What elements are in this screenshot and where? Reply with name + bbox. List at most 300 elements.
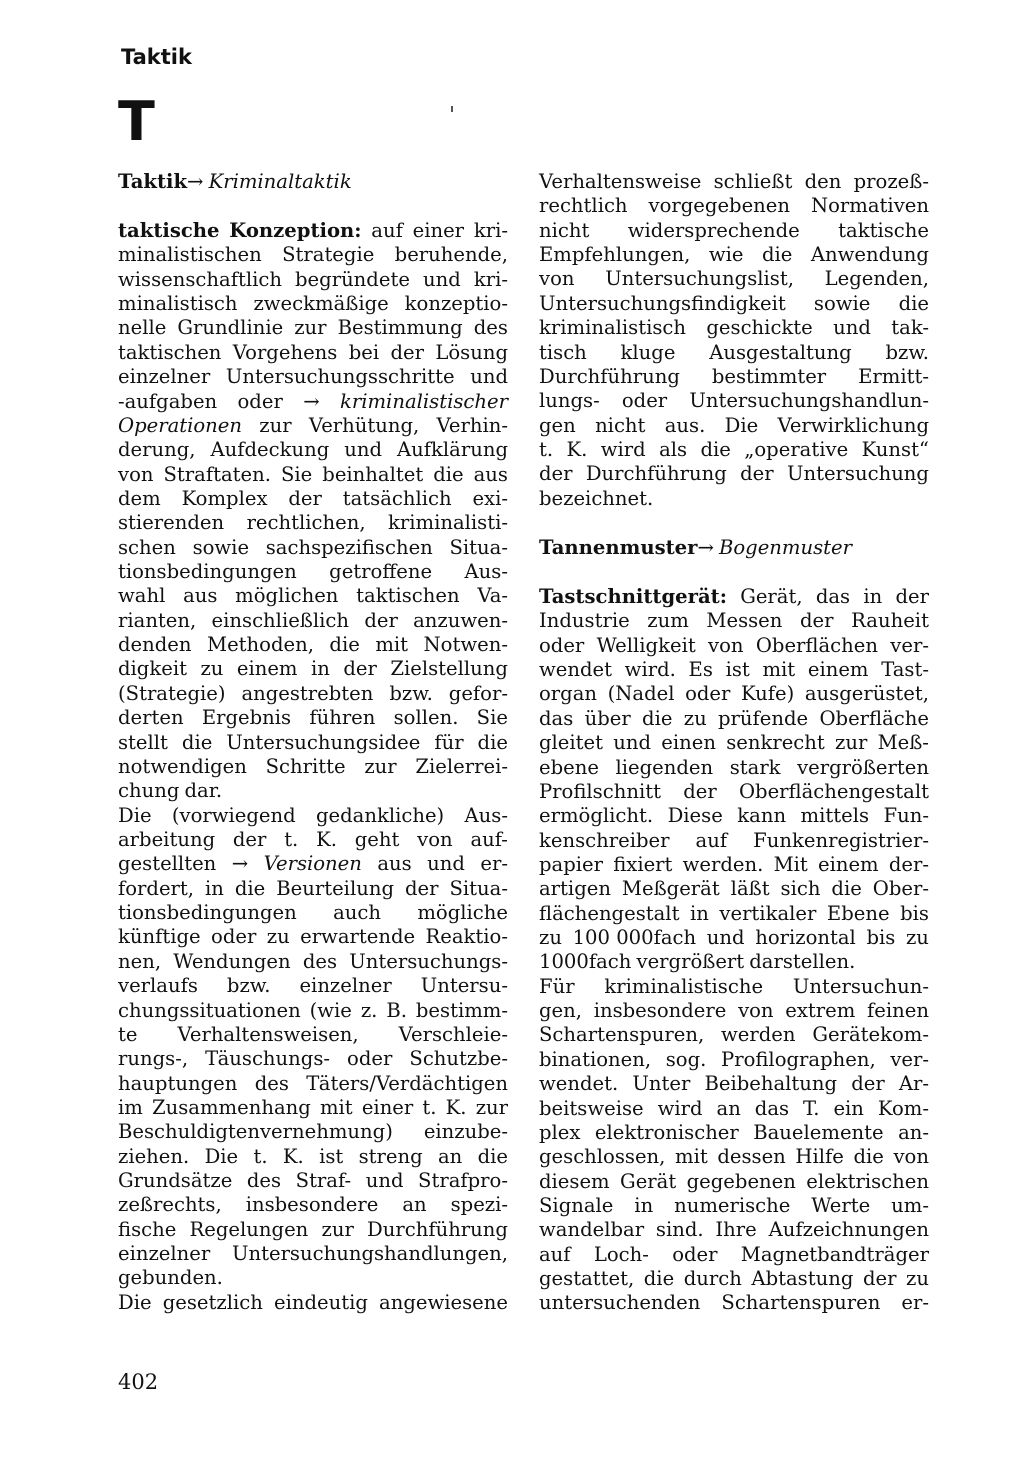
word: binationen, (539, 1047, 652, 1071)
word: t. (539, 437, 554, 461)
word: Normativen (810, 194, 929, 218)
word: wird (600, 437, 646, 461)
text-line (539, 1048, 929, 1072)
text-line (118, 170, 508, 194)
word: zur (364, 754, 397, 778)
text-line (539, 634, 929, 658)
word: (Nadel (607, 682, 675, 706)
word: wahl (118, 584, 166, 608)
word: zu (906, 1267, 929, 1291)
word: 1000fach (539, 950, 632, 974)
word: Wendungen (173, 949, 291, 973)
word: ziehen. (118, 1144, 190, 1168)
word: einem (817, 852, 879, 876)
word: stellt (118, 730, 168, 754)
word: Rauheit (851, 609, 929, 633)
word: rianten, (118, 608, 197, 632)
word: Untersuchungs- (349, 949, 508, 973)
text-line (539, 1121, 929, 1145)
word: auf- (470, 828, 508, 851)
word: angestrebten (241, 681, 374, 705)
cross-reference: Bogenmuster (718, 536, 853, 559)
word: Verhaltensweise (539, 170, 702, 193)
word: Komplex (181, 486, 268, 510)
word: Ausgestaltung (709, 340, 852, 364)
word: kri- (473, 219, 508, 242)
text-line (118, 731, 508, 755)
word: chungssituationen (118, 998, 301, 1022)
text-line (539, 585, 929, 609)
entry-headword: Konzeption: (229, 219, 362, 242)
text-line (118, 463, 508, 487)
word: Kom- (877, 1096, 929, 1120)
word: Ar- (898, 1072, 929, 1096)
word: notwendigen (118, 754, 247, 778)
text-line (118, 901, 508, 925)
word: des (246, 1169, 282, 1193)
word: von (118, 462, 154, 486)
word: T. (803, 1096, 820, 1120)
text-line (118, 1096, 508, 1120)
word: auf (695, 828, 728, 852)
word: und (613, 731, 652, 755)
word: -aufgaben (118, 389, 218, 413)
word: erwartende (300, 925, 416, 949)
word: des (473, 316, 508, 340)
text-line (539, 1243, 929, 1267)
word: papier (539, 852, 603, 876)
word: einem (236, 657, 298, 681)
word: Strafpro- (418, 1169, 508, 1193)
word: ver- (890, 1047, 929, 1071)
text-line (539, 389, 929, 413)
word: in (634, 1194, 654, 1217)
word: z. (360, 998, 378, 1022)
word: geht (354, 828, 400, 851)
word: sich (780, 877, 821, 901)
word: Schritte (265, 754, 346, 778)
word: ist (319, 1144, 344, 1168)
word: minalistischen (118, 243, 262, 267)
word: in (205, 876, 224, 900)
word: einen (661, 731, 716, 755)
word: nicht (595, 413, 646, 437)
word: arbeitung (118, 828, 216, 851)
word: zu (683, 706, 707, 730)
word: der (740, 462, 774, 486)
word: er- (901, 1291, 929, 1315)
word: aus (473, 462, 508, 486)
scan-speck (451, 106, 453, 112)
word: von (738, 999, 774, 1023)
text-line (118, 1242, 508, 1266)
word: Ebene (826, 901, 890, 925)
word: sowie (192, 535, 250, 559)
word: Die (118, 803, 152, 827)
word: Industrie (539, 609, 630, 633)
word: der (799, 609, 834, 633)
word: fordert, (118, 876, 195, 900)
word: geschickte (706, 316, 813, 340)
word: der (288, 486, 322, 510)
word: der (539, 462, 573, 486)
text-line (118, 633, 508, 657)
word: Kunst“ (861, 437, 929, 461)
word: zur (294, 316, 327, 340)
word: der (343, 657, 377, 681)
word: sind. (655, 1218, 704, 1242)
word: Aufdeckung (210, 438, 330, 462)
text-line (118, 950, 508, 974)
text-line (539, 1194, 929, 1218)
word: rungs-, (118, 1047, 189, 1071)
text-line (539, 731, 929, 755)
word: → (231, 852, 249, 876)
word: → (303, 389, 320, 413)
word: einschließlich (211, 608, 350, 632)
text-line (539, 780, 929, 804)
word: „operative (744, 437, 849, 461)
word: gesetzlich (162, 1290, 263, 1314)
word: und (427, 852, 465, 876)
word: B. (386, 998, 407, 1022)
text-line (539, 1267, 929, 1291)
text-line (539, 682, 929, 706)
word: mögliche (417, 901, 508, 925)
word: Gerät (620, 1169, 677, 1193)
word: (vorwiegend (171, 803, 296, 827)
text-line (539, 316, 929, 340)
text-line (539, 707, 929, 731)
word: gen (539, 413, 576, 437)
word: getroffene (329, 560, 433, 584)
word: zur (321, 1217, 354, 1241)
word: insbesondere (245, 1193, 379, 1217)
entry-headword: Tannenmuster (539, 536, 698, 559)
word: Verhütung, (308, 413, 420, 437)
word: dessen (717, 1145, 786, 1169)
word: Untersuchungsidee (226, 730, 421, 754)
word: oder (347, 1047, 393, 1071)
word: gegebenen (686, 1169, 796, 1193)
word: Durchführung (367, 1217, 508, 1241)
word: auf (539, 1242, 571, 1266)
word: ebene (539, 755, 599, 779)
word: Ermitt- (858, 364, 929, 388)
word: gefor- (448, 681, 508, 705)
word: wie (708, 243, 744, 267)
word: bis (900, 901, 929, 925)
word: flächengestalt (539, 901, 680, 925)
text-line (539, 1072, 929, 1096)
word: und (344, 438, 383, 462)
word: zu (266, 925, 290, 949)
word: Situa- (449, 876, 508, 900)
word: Funkenregistrier- (753, 828, 929, 852)
text-line (118, 390, 508, 414)
word: Ihre (715, 1218, 757, 1242)
word: tionsbedingungen (118, 901, 297, 925)
text-line (539, 487, 929, 511)
word: das (539, 706, 574, 730)
word: läßt (730, 877, 770, 901)
word: von (893, 1145, 929, 1169)
word: Gerät, (740, 585, 803, 608)
word: beruhende, (394, 243, 508, 267)
word: Sie (280, 462, 313, 486)
text-line (539, 658, 929, 682)
word: die (762, 243, 793, 267)
word: K. (282, 1144, 304, 1168)
word: Magnetbandträger (740, 1242, 929, 1266)
text-line (118, 268, 508, 292)
word: streng (358, 1144, 423, 1168)
word: das (754, 1096, 790, 1120)
text-line (118, 1072, 508, 1096)
word: sog. (665, 1047, 707, 1071)
entry-headword: Tastschnittgerät: (539, 585, 727, 608)
word: wendet. (539, 1072, 619, 1096)
word: wird (657, 1096, 703, 1120)
word: an (716, 1096, 741, 1120)
word: stark (729, 755, 781, 779)
word: derten (118, 706, 184, 730)
word: Schartenspuren, (539, 1023, 705, 1047)
word: stierenden (118, 511, 225, 535)
word: oder (621, 389, 668, 413)
word: oder (685, 682, 731, 706)
text-line (118, 1218, 508, 1242)
word: ermöglicht. (539, 804, 654, 828)
word: die (477, 730, 508, 754)
word: schen (118, 535, 176, 559)
word: als (659, 437, 688, 461)
word: Verschleie- (398, 1022, 508, 1046)
word: exi- (472, 486, 508, 510)
word: Ober- (872, 877, 929, 901)
word: tak- (891, 316, 929, 340)
word: gen, (539, 999, 582, 1023)
word: bei (348, 340, 380, 364)
word: bis (866, 926, 896, 950)
word: diesem (539, 1169, 610, 1193)
text-line (118, 584, 508, 608)
word: oder (211, 925, 257, 949)
text-line (118, 657, 508, 681)
text-line (118, 243, 508, 267)
word: Aufklärung (397, 438, 508, 462)
word: Straftaten. (163, 462, 271, 486)
word: nicht (539, 218, 590, 242)
text-line (118, 1023, 508, 1047)
word: Aus- (464, 560, 508, 584)
word: Tast- (881, 658, 929, 682)
text-line (539, 341, 929, 365)
word: Untersuchun- (792, 974, 929, 998)
word: dar. (184, 779, 223, 803)
entry-headword: taktische (118, 219, 220, 242)
word: Untersuchung (786, 462, 929, 486)
word: Zielstellung (390, 657, 508, 681)
word: Beschuldigtenvernehmung) (118, 1120, 393, 1144)
word: organ (539, 682, 598, 706)
word: Anwendung (810, 243, 929, 267)
word: zur (259, 413, 292, 437)
word: senkrecht (726, 731, 825, 755)
word: horizontal (755, 926, 856, 950)
word: Aufzeichnungen (768, 1218, 929, 1242)
word: gestellten (118, 852, 217, 876)
word: das (815, 585, 851, 608)
word: Die (724, 413, 759, 437)
word: die (433, 462, 464, 486)
text-line (118, 316, 508, 340)
text-line (539, 1170, 929, 1194)
word: taktische (838, 218, 929, 242)
text-line (118, 1266, 508, 1290)
word: kriminalistische (604, 974, 764, 998)
word: an- (898, 1120, 929, 1144)
word: der (390, 340, 424, 364)
word: Werte (811, 1194, 871, 1217)
word: bestimmter (711, 364, 827, 388)
word: te (118, 1022, 138, 1046)
word: dem (118, 486, 161, 510)
word: Ergebnis (201, 706, 292, 730)
word: 100 000fach (572, 926, 697, 950)
word: vergrößert (636, 950, 745, 974)
word: Signale (539, 1194, 614, 1217)
text-line (118, 1193, 508, 1217)
text-line (539, 194, 929, 218)
word: kri- (473, 267, 508, 291)
word: den (804, 170, 842, 193)
text-line (118, 682, 508, 706)
word: die (700, 437, 731, 461)
word: die (853, 1145, 884, 1169)
text-line (539, 414, 929, 438)
word: Untersuchungshandlungen, (231, 1242, 508, 1266)
text-line (539, 1097, 929, 1121)
word: und (422, 267, 461, 291)
cross-reference: Versionen (263, 852, 362, 876)
word: zu (200, 657, 224, 681)
word: untersuchenden (539, 1291, 701, 1315)
word: Es (688, 658, 713, 682)
word: bezeichnet. (539, 486, 654, 510)
word: aus. (664, 413, 706, 437)
text-line (539, 1023, 929, 1047)
text-line (118, 1145, 508, 1169)
word: Unter (632, 1072, 691, 1096)
text-line (539, 438, 929, 462)
word: Verhaltensweisen, (177, 1022, 359, 1046)
text-line (539, 1291, 929, 1315)
text-line (539, 243, 929, 267)
word: für (434, 730, 464, 754)
text-line (118, 536, 508, 560)
word: kriminalistisch (539, 316, 687, 340)
word: einzube- (423, 1120, 508, 1144)
word: zum (647, 609, 689, 633)
word: der (862, 1267, 897, 1291)
word: Empfehlungen, (539, 243, 691, 267)
word: nen, (118, 949, 162, 973)
word: digkeit (118, 657, 187, 681)
word: Zielerrei- (415, 754, 508, 778)
word: Oberflächen (755, 633, 878, 657)
word: Schutzbe- (409, 1047, 508, 1071)
word: Täters/Verdächtigen (306, 1071, 508, 1095)
word: Vorgehens (232, 340, 338, 364)
cross-reference: Kriminaltaktik (208, 170, 352, 193)
word: Messen (706, 609, 783, 633)
text-line (539, 1218, 929, 1242)
word: prozeß- (853, 170, 929, 193)
word: des (302, 949, 338, 973)
word: Kufe) (740, 682, 795, 706)
word: Zusammenhang (152, 1095, 311, 1119)
text-line (539, 950, 929, 974)
text-line (539, 170, 929, 194)
word: Profilographen, (721, 1047, 876, 1071)
word: elektrischen (806, 1169, 929, 1193)
word: Grundlinie (177, 316, 284, 340)
word: und (706, 926, 745, 950)
word: Für (539, 974, 575, 998)
word: t. (253, 1144, 268, 1168)
word: Legenden, (824, 267, 929, 291)
text-line (118, 1120, 508, 1144)
word: an (402, 1193, 427, 1217)
text-line (539, 365, 929, 389)
text-line (118, 487, 508, 511)
word: beitsweise (539, 1096, 644, 1120)
word: darstellen. (749, 950, 856, 974)
word: Oberfläche (819, 706, 929, 730)
word: derung, (118, 438, 196, 462)
word: K. (566, 437, 588, 461)
word: Untersuchungshandlun- (689, 389, 929, 413)
word: zweckmäßige (253, 292, 389, 316)
text-line (118, 999, 508, 1023)
text-line (118, 779, 508, 803)
page-number: 402 (118, 1370, 159, 1394)
word: an (437, 1144, 463, 1168)
word: tionsbedingungen (118, 560, 297, 584)
word: Durchführung (539, 364, 680, 388)
word: der- (888, 852, 929, 876)
word: Notwen- (423, 633, 508, 657)
word: elektronischer (594, 1120, 739, 1144)
word: von (539, 267, 575, 291)
word: Grundsätze (118, 1169, 233, 1193)
word: aus (377, 852, 412, 876)
text-line (118, 877, 508, 901)
text-line (539, 756, 929, 780)
word: werden (721, 1023, 796, 1047)
word: die (831, 877, 862, 901)
word: Verhin- (436, 413, 508, 437)
word: mittels (800, 804, 870, 828)
word: zu (905, 926, 929, 950)
word: oder (672, 1242, 718, 1266)
text-line (539, 829, 929, 853)
text-line (539, 1145, 929, 1169)
word: prüfende (718, 706, 809, 730)
word: lungs- (539, 389, 600, 413)
section-letter: T (118, 90, 155, 153)
